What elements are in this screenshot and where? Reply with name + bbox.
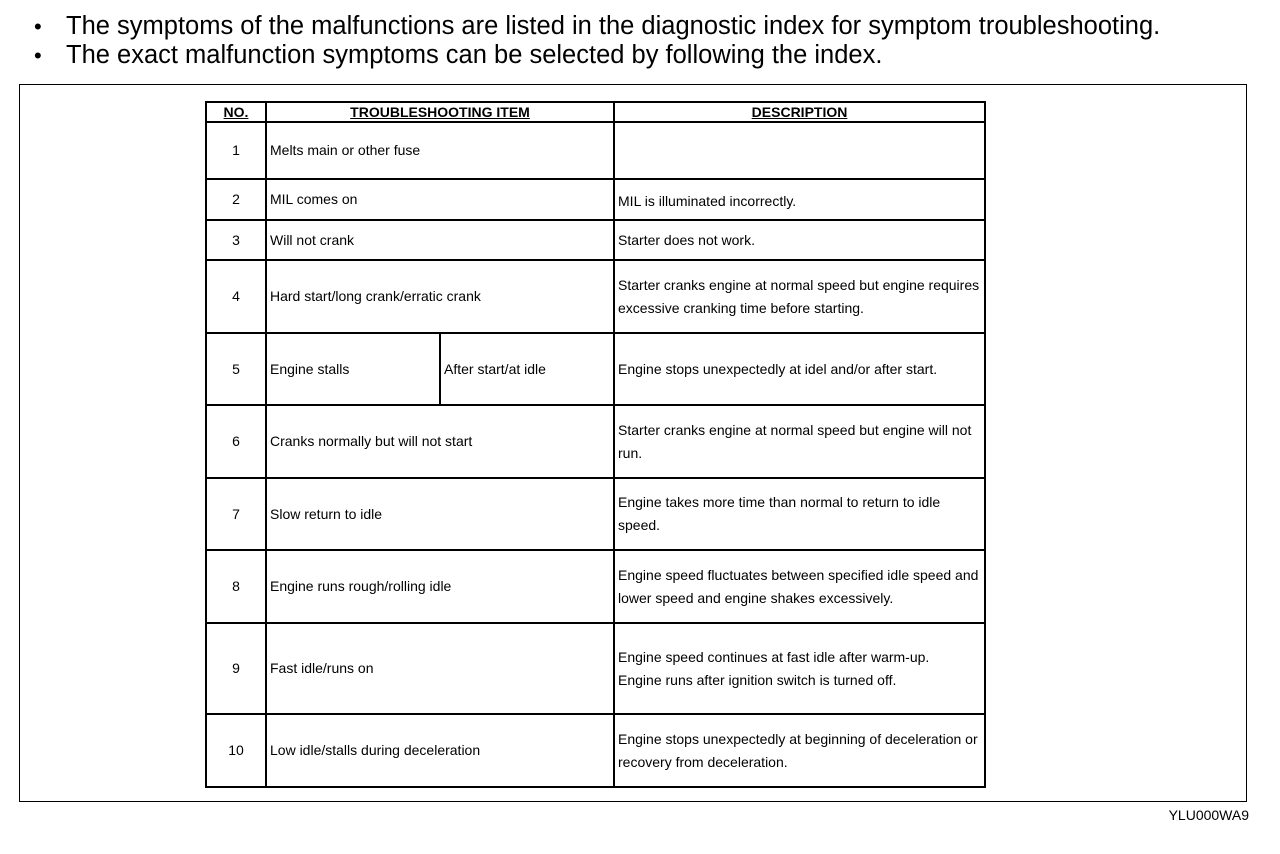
row-number: 3 — [206, 220, 266, 260]
row-item: Will not crank — [266, 220, 614, 260]
bullet-list — [34, 12, 1274, 70]
table-row — [206, 220, 985, 260]
row-number: 8 — [206, 550, 266, 623]
row-item: Slow return to idle — [266, 478, 614, 550]
header-description: DESCRIPTION — [614, 102, 985, 122]
row-item: Engine stalls — [266, 333, 440, 405]
row-number: 9 — [206, 623, 266, 714]
troubleshooting-table — [205, 101, 986, 788]
row-number: 6 — [206, 405, 266, 478]
table-row — [206, 405, 985, 478]
row-item: MIL comes on — [266, 179, 614, 220]
table-row — [206, 122, 985, 179]
table-row — [206, 260, 985, 333]
row-item: Melts main or other fuse — [266, 122, 614, 179]
table-row — [206, 478, 985, 550]
row-number: 4 — [206, 260, 266, 333]
row-number: 1 — [206, 122, 266, 179]
row-description: Starter cranks engine at normal speed but engine requires excessive cranking time before starting. — [614, 260, 985, 333]
row-description: Starter cranks engine at normal speed but engine will not run. — [614, 405, 985, 478]
row-item: Cranks normally but will not start — [266, 405, 614, 478]
row-description-line: Engine speed continues at fast idle after warm-up. — [618, 648, 930, 665]
row-description: Starter does not work. — [614, 220, 985, 260]
row-item: Low idle/stalls during deceleration — [266, 714, 614, 787]
row-description — [614, 623, 985, 714]
bullet-dot-icon: • — [34, 14, 42, 39]
bullet-item — [34, 12, 1274, 41]
row-description: Engine stops unexpectedly at beginning of deceleration or recovery from deceleration. — [614, 714, 985, 787]
row-number: 2 — [206, 179, 266, 220]
header-no: NO. — [206, 102, 266, 122]
row-number: 5 — [206, 333, 266, 405]
bullet-dot-icon: • — [34, 43, 42, 68]
table-header-row — [206, 102, 985, 122]
row-description: Engine takes more time than normal to return to idle speed. — [614, 478, 985, 550]
row-number: 7 — [206, 478, 266, 550]
row-item: Hard start/long crank/erratic crank — [266, 260, 614, 333]
row-description: Engine stops unexpectedly at idel and/or after start. — [614, 333, 985, 405]
figure-code: YLU000WA9 — [1168, 807, 1249, 823]
row-description: Engine speed fluctuates between specified idle speed and lower speed and engine shakes excessively. — [614, 550, 985, 623]
table-row — [206, 714, 985, 787]
row-subitem: After start/at idle — [440, 333, 614, 405]
bullet-text: The symptoms of the malfunctions are listed in the diagnostic index for symptom troubleshooting. — [66, 12, 1161, 40]
bullet-text: The exact malfunction symptoms can be selected by following the index. — [66, 41, 883, 69]
header-troubleshooting-item: TROUBLESHOOTING ITEM — [266, 102, 614, 122]
table-row — [206, 550, 985, 623]
table-row — [206, 623, 985, 714]
row-description — [614, 122, 985, 179]
table-row — [206, 333, 985, 405]
row-item: Engine runs rough/rolling idle — [266, 550, 614, 623]
bullet-item — [34, 41, 1274, 70]
row-number: 10 — [206, 714, 266, 787]
row-description: MIL is illuminated incorrectly. — [614, 179, 985, 220]
row-description-line: Engine runs after ignition switch is turned off. — [618, 671, 897, 688]
row-item: Fast idle/runs on — [266, 623, 614, 714]
table-row — [206, 179, 985, 220]
